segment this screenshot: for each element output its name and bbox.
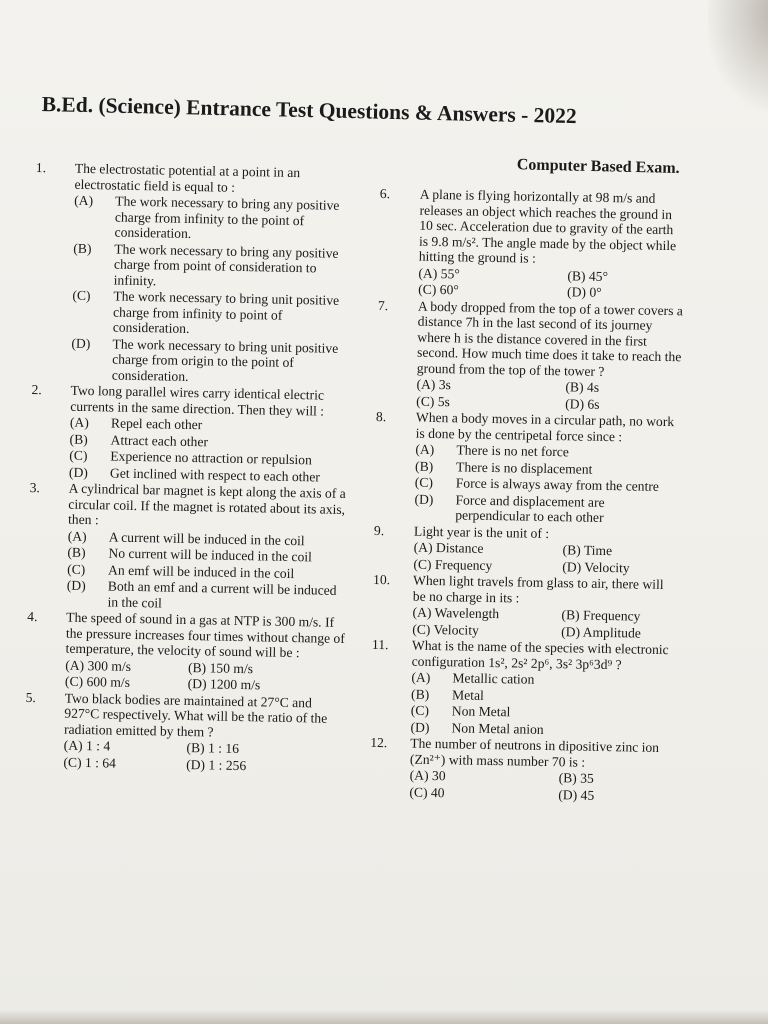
option-d <box>71 335 351 387</box>
option-label: (A) <box>69 414 89 431</box>
option-b <box>188 660 345 678</box>
option-c <box>409 784 558 802</box>
option-text: Attract each other <box>110 431 209 449</box>
option-b <box>559 770 676 788</box>
option-text: 1 : 256 <box>208 756 247 773</box>
option-b <box>73 240 353 292</box>
option-text: 30 <box>431 767 446 784</box>
option-label: (C) <box>413 556 432 572</box>
option-label: (A) <box>416 376 436 392</box>
option-text: 5s <box>437 393 451 409</box>
question-text: A plane is flying horizontally at 98 m/s and releases an object which reaches the ground in 10 sec. Acceleration due to gravity of the earth is 9.8 m/s². The angle made by the object while hitting the ground is : <box>418 186 677 266</box>
option-a <box>418 265 567 283</box>
option-label: (D) <box>562 558 582 575</box>
option-d <box>186 756 343 774</box>
option-d <box>558 787 675 805</box>
option-b <box>561 607 678 625</box>
right-column <box>369 186 686 805</box>
option-d <box>562 559 679 577</box>
option-text: 6s <box>587 396 600 412</box>
option-text: 35 <box>580 770 594 786</box>
question-number: 5. <box>25 689 37 705</box>
question-12 <box>369 735 676 804</box>
question-number: 9. <box>373 522 385 538</box>
option-label: (B) <box>67 544 86 561</box>
question-text: Light year is the unit of : <box>413 523 550 541</box>
option-b <box>565 379 682 397</box>
option-c <box>412 621 561 639</box>
question-4 <box>26 609 345 695</box>
option-text: 60° <box>439 282 459 298</box>
option-text: 4s <box>586 379 600 395</box>
option-label: (C) <box>412 621 431 637</box>
option-label: (B) <box>186 739 205 756</box>
option-text: 40 <box>430 784 445 800</box>
question-number: 3. <box>29 479 41 496</box>
options-row <box>409 784 675 804</box>
option-text: 55° <box>440 265 460 281</box>
option-label: (A) <box>413 539 433 555</box>
option-label: (C) <box>72 287 91 304</box>
page-title: B.Ed. (Science) Entrance Test Questions & Answers - 2022 <box>41 92 577 129</box>
question-text: The number of neutrons in dipositive zinc ion (Zn²⁺) with mass number 70 is : <box>409 735 660 770</box>
option-label: (A) <box>65 657 85 673</box>
option-text: There is no net force <box>456 442 570 460</box>
option-label: (A) <box>412 604 432 620</box>
option-b <box>562 542 679 560</box>
question-5 <box>24 689 343 775</box>
page-bottom-edge <box>0 1010 768 1024</box>
question-text: When a body moves in a circular path, no work is done by the centripetal force since : <box>415 409 675 444</box>
option-label: (B) <box>567 267 586 284</box>
option-c <box>413 556 562 574</box>
question-6 <box>378 186 686 302</box>
question-number: 10. <box>373 571 391 588</box>
option-text: Experience no attraction or repulsion <box>110 448 313 468</box>
question-number: 11. <box>371 636 389 653</box>
option-text: The work necessary to bring any positive charge from point of consideration to infinity. <box>113 241 339 288</box>
option-text: 3s <box>438 377 452 393</box>
option-label: (C) <box>409 784 428 800</box>
option-text: Frequency <box>582 607 641 624</box>
option-label: (B) <box>73 240 92 256</box>
option-label: (A) <box>74 192 94 209</box>
option-label: (B) <box>565 379 584 395</box>
option-label: (B) <box>558 770 577 786</box>
option-text: Both an emf and a current will be induced in the coil <box>107 578 337 610</box>
question-text: What is the name of the species with electronic configuration 1s², 2s² 2p⁶, 3s² 3p⁶3d⁹ ? <box>411 637 669 672</box>
option-b <box>567 268 684 286</box>
question-text: Two black bodies are maintained at 27°C and 927°C respectively. What will be the ratio of the radiation emitted by them ? <box>63 690 328 740</box>
option-text: Get inclined with respect to each other <box>109 464 320 485</box>
question-number: 6. <box>379 186 391 202</box>
left-column <box>24 160 354 776</box>
question-8 <box>374 409 682 527</box>
option-d <box>188 676 345 694</box>
option-c <box>72 288 352 340</box>
question-1 <box>32 160 354 387</box>
question-number: 12. <box>370 734 388 751</box>
option-a <box>73 193 353 245</box>
option-label: (B) <box>561 607 580 623</box>
question-number: 8. <box>375 408 387 425</box>
question-text: A cylindrical bar magnet is kept along the axis of a circular coil. If the magnet is rotated about its axis, then : <box>67 480 346 528</box>
option-label: (A) <box>415 441 435 457</box>
question-number: 7. <box>377 297 389 313</box>
option-d <box>565 396 682 414</box>
option-label: (A) <box>67 528 87 544</box>
option-d <box>567 284 684 302</box>
option-text: Distance <box>435 540 484 556</box>
option-text: The work necessary to bring unit positive charge from origin to the point of consideration. <box>111 336 339 384</box>
option-label: (D) <box>558 786 578 803</box>
option-text: Force and displacement are perpendicular to each other <box>455 491 605 525</box>
option-text: 0° <box>589 284 602 300</box>
question-number: 4. <box>27 608 38 625</box>
option-label: (B) <box>562 542 581 558</box>
option-text: 1 : 4 <box>85 738 111 754</box>
option-label: (D) <box>66 577 86 594</box>
question-3 <box>27 480 347 614</box>
option-text: Velocity <box>584 559 630 575</box>
option-label: (B) <box>69 431 88 447</box>
question-11 <box>370 637 678 739</box>
question-text: The electrostatic potential at a point in an electrostatic field is equal to : <box>74 160 301 195</box>
option-text: Time <box>583 542 613 559</box>
question-number: 1. <box>35 160 47 176</box>
question-text: A body dropped from the top of a tower covers a distance 7h in the last second of its journey where h is the distance covered in the first second. How much time does it take to reach the ground from the top of the tower ? <box>416 298 684 379</box>
option-c <box>416 393 565 411</box>
option-label: (D) <box>186 756 206 772</box>
option-text: Metal <box>452 686 484 703</box>
question-10 <box>372 572 679 641</box>
option-label: (A) <box>409 767 429 783</box>
option-text: The work necessary to bring any positive charge from infinity to the point of consideration. <box>114 193 340 241</box>
option-label: (B) <box>411 686 430 702</box>
option-a <box>64 738 187 756</box>
option-label: (A) <box>63 737 83 754</box>
option-d <box>414 491 681 527</box>
option-label: (D) <box>71 335 91 351</box>
option-text: An emf will be induced in the coil <box>108 561 295 581</box>
option-text: Repel each other <box>110 415 203 433</box>
option-text: 45 <box>580 787 595 803</box>
question-text: When light travels from glass to air, there will be no charge in its : <box>412 572 664 605</box>
option-label: (C) <box>63 754 82 770</box>
option-text: Non Metal anion <box>451 719 544 737</box>
option-text: No current will be induced in the coil <box>108 545 313 565</box>
option-text: 150 m/s <box>209 659 254 676</box>
option-text: 1200 m/s <box>209 676 261 693</box>
option-d <box>561 624 678 642</box>
option-label: (C) <box>418 281 437 297</box>
option-text: Velocity <box>433 621 479 638</box>
question-2 <box>30 382 350 485</box>
option-text: 1 : 16 <box>207 740 240 757</box>
option-text: 1 : 64 <box>84 754 117 771</box>
option-label: (C) <box>64 673 84 689</box>
option-text: Amplitude <box>582 624 642 641</box>
option-a <box>414 540 563 558</box>
option-label: (C) <box>416 393 435 409</box>
option-c <box>418 282 567 300</box>
option-text: 300 m/s <box>87 657 132 674</box>
option-label: (D) <box>561 623 581 640</box>
option-label: (D) <box>187 676 207 692</box>
option-label: (C) <box>410 702 430 718</box>
option-label: (D) <box>567 284 587 300</box>
option-label: (C) <box>69 447 88 464</box>
option-text: 600 m/s <box>86 674 131 690</box>
option-label: (A) <box>411 669 431 685</box>
option-label: (C) <box>414 474 434 490</box>
question-7 <box>376 297 684 413</box>
option-label: (C) <box>67 561 86 577</box>
option-label: (A) <box>418 265 438 281</box>
option-a <box>412 605 561 623</box>
option-c <box>63 754 186 772</box>
option-label: (B) <box>187 659 207 675</box>
option-d <box>66 578 346 614</box>
page-subtitle: Computer Based Exam. <box>516 156 680 177</box>
option-b <box>186 740 343 758</box>
option-text: A current will be induced in the coil <box>108 528 305 548</box>
option-label: (D) <box>565 395 585 412</box>
option-text: There is no displacement <box>455 458 593 477</box>
option-a <box>410 768 559 786</box>
option-text: 45° <box>588 268 609 284</box>
option-text: Metallic cation <box>452 670 535 687</box>
option-text: Wavelength <box>434 605 500 622</box>
option-c <box>65 674 188 692</box>
option-text: Frequency <box>434 556 493 573</box>
option-label: (D) <box>410 719 430 735</box>
option-label: (B) <box>414 458 434 474</box>
option-text: The work necessary to bring unit positive charge from infinity to point of consideration. <box>112 288 340 336</box>
question-number: 2. <box>31 381 42 398</box>
option-a <box>416 377 565 395</box>
option-label: (D) <box>68 464 89 480</box>
option-text: Force is always away from the centre <box>455 475 660 494</box>
question-text: The speed of sound in a gas at NTP is 300 m/s. If the pressure increases four times without change of temperature, the velocity of sound will be : <box>65 609 345 661</box>
option-a <box>65 657 188 675</box>
page-corner-shadow <box>708 0 768 110</box>
question-9 <box>373 522 680 576</box>
option-label: (D) <box>414 491 434 507</box>
question-text: Two long parallel wires carry identical electric currents in the same direction. Then they will : <box>70 382 325 419</box>
option-text: Non Metal <box>451 703 511 720</box>
